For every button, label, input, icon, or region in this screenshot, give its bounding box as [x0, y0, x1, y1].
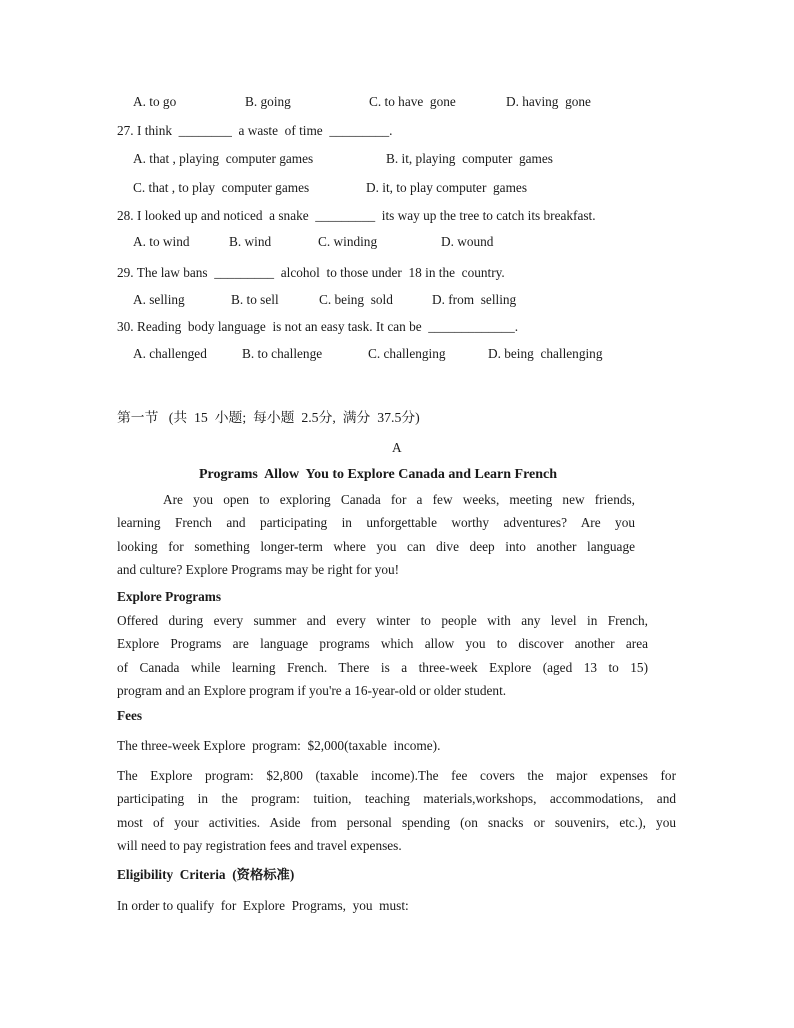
q30-stem: 30. Reading body language is not an easy task. It can be _____________. [117, 319, 519, 334]
q26-option-a: A. to go [133, 94, 177, 109]
part-letter: A [392, 440, 402, 455]
q29-option-c: C. being sold [319, 292, 393, 307]
q27-option-d: D. it, to play computer games [366, 180, 528, 195]
intro-paragraph [117, 488, 635, 581]
q28-stem: 28. I looked up and noticed a snake _________ its way up the tree to catch its breakfast. [117, 208, 596, 223]
q28-option-b: B. wind [229, 234, 272, 249]
fees-para-line-3: most of your activities. Aside from personal spending (on snacks or souvenirs, etc.), you [117, 814, 676, 830]
q27-stem: 27. I think ________ a waste of time _________. [117, 123, 393, 138]
explore-line-2: Explore Programs are language programs which allow you to discover another area [117, 636, 648, 652]
intro-line-3: looking for something longer-term where you can dive deep into another language [117, 538, 635, 554]
explore-line-4: program and an Explore program if you're a 16-year-old or older student. [117, 682, 507, 698]
q29-option-a: A. selling [133, 292, 185, 307]
section-heading: 第一节 (共 15 小题; 每小题 2.5分, 满分 37.5分) [117, 410, 420, 425]
fees-paragraph [117, 764, 676, 857]
q30-option-d: D. being challenging [488, 346, 603, 361]
q29-stem: 29. The law bans _________ alcohol to those under 18 in the country. [117, 265, 505, 280]
explore-paragraph [117, 609, 648, 702]
q29-option-b: B. to sell [231, 292, 279, 307]
q30-option-a: A. challenged [133, 346, 207, 361]
q30-option-c: C. challenging [368, 346, 446, 361]
intro-line-2: learning French and participating in unforgettable worthy adventures? Are you [117, 515, 635, 531]
q26-option-c: C. to have gone [369, 94, 456, 109]
fees-para-line-2: participating in the program: tuition, teaching materials,workshops, accommodations, and [117, 791, 676, 807]
explore-line-1: Offered during every summer and every winter to people with any level in French, [117, 613, 648, 628]
q27-option-c: C. that , to play computer games [133, 180, 310, 195]
fees-para-line-4: will need to pay registration fees and travel expenses. [117, 837, 402, 853]
q30-option-b: B. to challenge [242, 346, 323, 361]
intro-line-4: and culture? Explore Programs may be right for you! [117, 561, 400, 577]
q28-option-c: C. winding [318, 234, 378, 249]
fees-heading: Fees [117, 708, 143, 723]
eligibility-line: In order to qualify for Explore Programs, you must: [117, 898, 409, 913]
q28-option-a: A. to wind [133, 234, 190, 249]
q27-option-b: B. it, playing computer games [386, 151, 553, 166]
article-title: Programs Allow You to Explore Canada and Learn French [199, 467, 558, 482]
q29-option-d: D. from selling [432, 292, 517, 307]
fees-para-line-1: The Explore program: $2,800 (taxable income).The fee covers the major expenses for [117, 768, 676, 783]
q26-option-d: D. having gone [506, 94, 591, 109]
q27-option-a: A. that , playing computer games [133, 151, 314, 166]
q26-option-b: B. going [245, 94, 291, 109]
q28-option-d: D. wound [441, 234, 494, 249]
fees-line-1: The three-week Explore program: $2,000(taxable income). [117, 738, 441, 753]
explore-heading: Explore Programs [117, 589, 222, 604]
explore-line-3: of Canada while learning French. There is a three-week Explore (aged 13 to 15) [117, 659, 648, 675]
eligibility-heading: Eligibility Criteria (资格标准) [117, 867, 295, 882]
intro-line-1: Are you open to exploring Canada for a few weeks, meeting new friends, [163, 492, 635, 507]
